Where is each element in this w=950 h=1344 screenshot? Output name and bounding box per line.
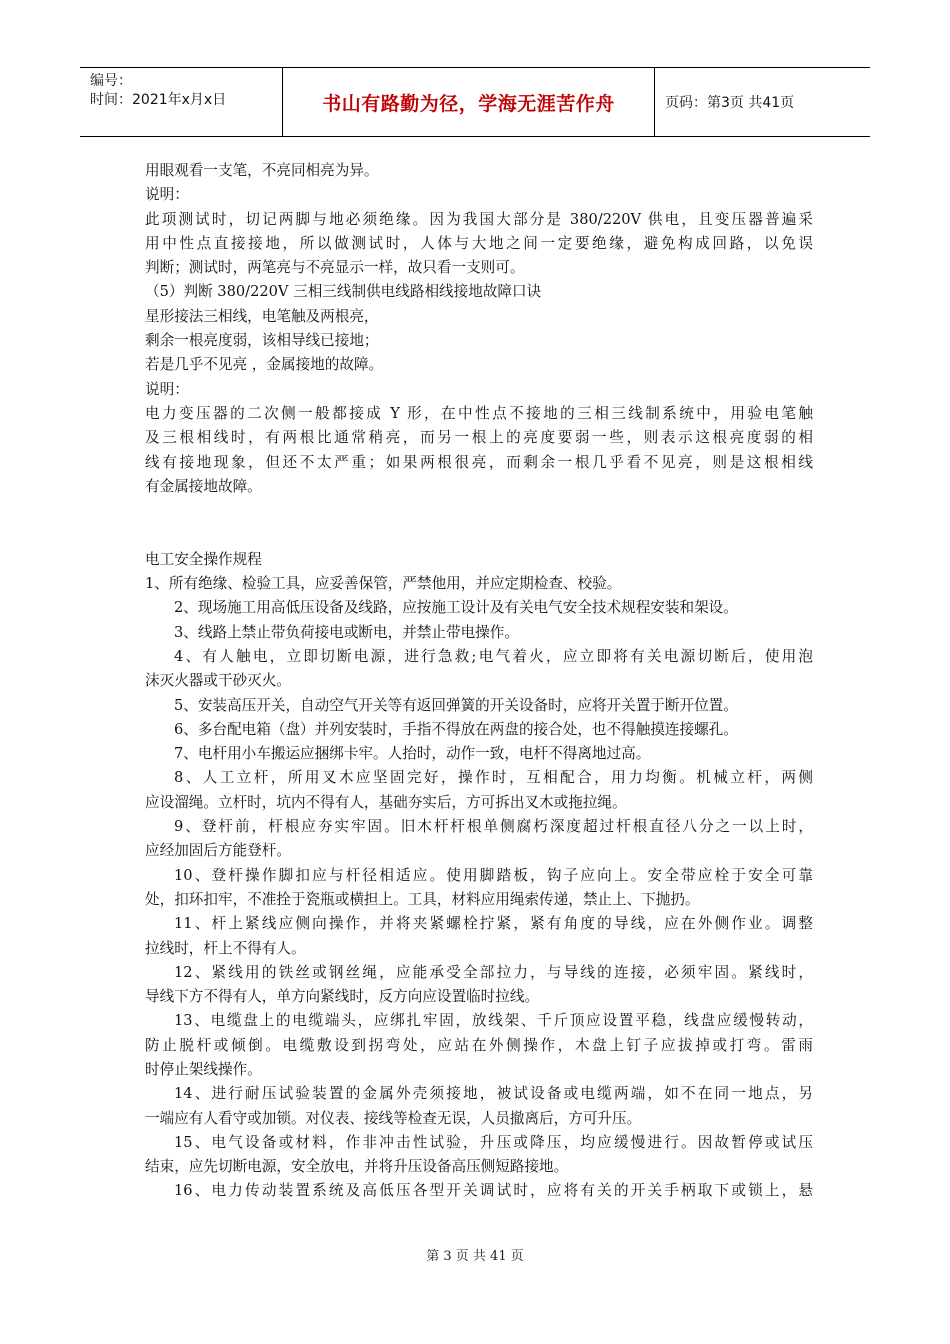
rule-item-cont: 导线下方不得有人，单方向紧线时，反方向应设置临时拉线。 [145, 988, 540, 1006]
header-page-info: 页码：第3页 共41页 [665, 95, 795, 111]
rule-item-cont: 沫灭火器或干砂灭火。 [145, 672, 291, 690]
rule-item-cont: 应设溜绳。立杆时，坑内不得有人，基础夯实后，方可拆出叉木或拖拉绳。 [145, 793, 627, 811]
page-header [80, 67, 870, 137]
header-motto: 书山有路勤为径，学海无涯苦作舟 [322, 92, 615, 115]
rule-item: 2、现场施工用高低压设备及线路，应按施工设计及有关电气安全技术规程安装和架设。 [174, 599, 738, 617]
text-line: 说明： [145, 380, 189, 398]
rule-item-cont: 时停止架线操作。 [145, 1060, 262, 1078]
text-line: 用中性点直接接地，所以做测试时，人体与大地之间一定要绝缘，避免构成回路，以免误 [145, 234, 813, 252]
rule-item-cont: 拉线时，杆上不得有人。 [145, 939, 306, 957]
verse-line: 剩余一根亮度弱，该相导线已接地； [145, 332, 379, 350]
header-divider [654, 68, 655, 136]
rule-item: 15、电气设备或材料，作非冲击性试验，升压或降压，均应缓慢进行。因故暂停或试压 [174, 1133, 813, 1151]
text-line: 电力变压器的二次侧一般都接成 Y 形，在中性点不接地的三相三线制系统中，用验电笔触 [145, 404, 813, 422]
rule-item: 3、线路上禁止带负荷接电或断电，并禁止带电操作。 [174, 623, 519, 641]
text-line: 有金属接地故障。 [145, 477, 262, 495]
text-line: 此项测试时，切记两脚与地必须绝缘。因为我国大部分是 380/220V 供电，且变压器普遍采 [145, 210, 813, 228]
verse-line: 若是几乎不见亮 ，金属接地的故障。 [145, 356, 384, 374]
code-label: 编号： [90, 73, 132, 89]
rule-item: 10、登杆操作脚扣应与杆径相适应。使用脚踏板，钩子应向上。安全带应栓于安全可靠 [174, 866, 813, 884]
rule-item-cont: 结束，应先切断电源，安全放电，并将升压设备高压侧短路接地。 [145, 1158, 569, 1176]
rule-item: 4、有人触电，立即切断电源，进行急救;电气着火，应立即将有关电源切断后，使用泡 [174, 647, 813, 665]
rule-item: 1、所有绝缘、检验工具，应妥善保管，严禁他用，并应定期检查、校验。 [145, 575, 622, 593]
rule-item: 6、多台配电箱（盘）并列安装时，手指不得放在两盘的接合处，也不得触摸连接螺孔。 [174, 720, 738, 738]
text-line: 及三根相线时，有两根比通常稍亮，而另一根上的亮度要弱一些，则表示这根亮度弱的相 [145, 429, 813, 447]
header-meta [90, 72, 280, 110]
text-line: 用眼观看一支笔，不亮同相亮为异。 [145, 162, 379, 179]
rule-item-cont: 一端应有人看守或加锁。对仪表、接线等检查无误，人员撤离后，方可升压。 [145, 1109, 642, 1127]
time-label: 时间：2021年x月x日 [90, 92, 227, 108]
rule-item: 16、电力传动装置系统及高低压各型开关调试时，应将有关的开关手柄取下或锁上，悬 [174, 1182, 813, 1200]
rule-item: 14、进行耐压试验装置的金属外壳须接地，被试设备或电缆两端，如不在同一地点，另 [174, 1085, 813, 1103]
rule-item-cont: 防止脱杆或倾倒。电缆敷设到拐弯处，应站在外侧操作，木盘上钉子应拔掉或打弯。雷雨 [145, 1036, 813, 1054]
rule-item: 7、电杆用小车搬运应捆绑卡牢。人抬时，动作一致，电杆不得离地过高。 [174, 745, 651, 763]
rule-item: 8、人工立杆，所用叉木应坚固完好，操作时，互相配合，用力均衡。机械立杆，两侧 [174, 769, 813, 787]
rule-item-cont: 应经加固后方能登杆。 [145, 842, 291, 860]
section-title: 电工安全操作规程 [145, 550, 262, 568]
rule-item: 5、安装高压开关，自动空气开关等有返回弹簧的开关设备时，应将开关置于断开位置。 [174, 696, 738, 714]
spacer [145, 499, 813, 548]
rule-item: 11、杆上紧线应侧向操作，并将夹紧螺栓拧紧，紧有角度的导线，应在外侧作业。调整 [174, 915, 813, 933]
page-footer: 第 3 页 共 41 页 [426, 1249, 524, 1264]
rule-item: 12、紧线用的铁丝或钢丝绳，应能承受全部拉力，与导线的连接，必须牢固。紧线时， [174, 963, 813, 981]
text-line: 说明： [145, 186, 189, 204]
rule-item-cont: 处，扣环扣牢，不准拴于瓷瓶或横担上。工具，材料应用绳索传递，禁止上、下抛扔。 [145, 890, 700, 908]
section-heading: （5）判断 380/220V 三相三线制供电线路相线接地故障口诀 [145, 283, 542, 301]
text-line: 判断；测试时，两笔亮与不亮显示一样，故只看一支则可。 [145, 259, 525, 277]
document-body [145, 159, 813, 1204]
text-line: 线有接地现象，但还不太严重；如果两根很亮，而剩余一根几乎看不见亮，则是这根相线 [145, 453, 813, 471]
verse-line: 星形接法三相线，电笔触及两根亮， [145, 307, 379, 325]
rule-item: 13、电缆盘上的电缆端头，应绑扎牢固，放线架、千斤顶应设置平稳，线盘应缓慢转动， [174, 1012, 813, 1030]
rule-item: 9、登杆前，杆根应夯实牢固。旧木杆杆根单侧腐朽深度超过杆根直径八分之一以上时， [174, 818, 813, 836]
